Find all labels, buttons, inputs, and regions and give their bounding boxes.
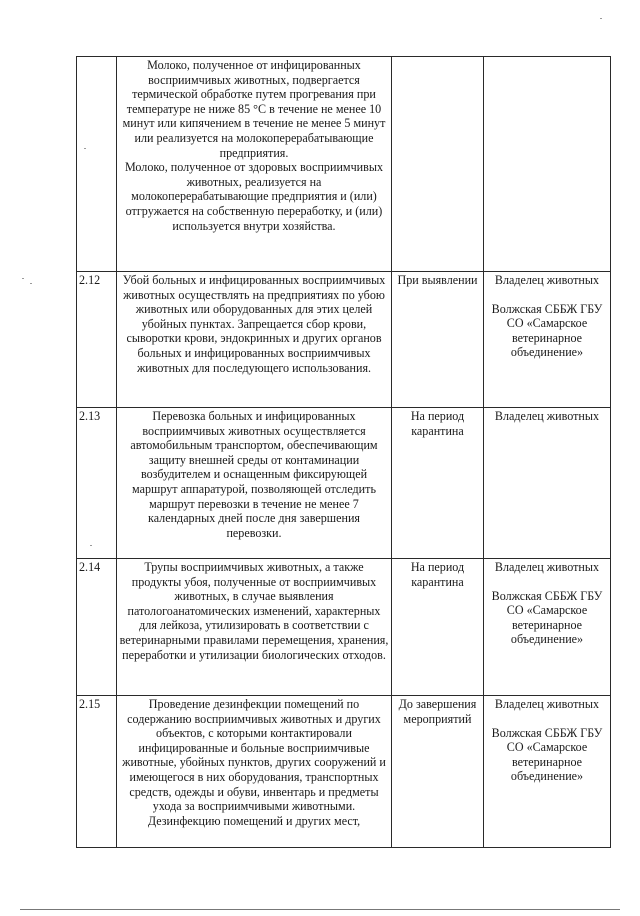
responsible-cell: [484, 696, 611, 848]
responsible-cell: [484, 408, 611, 559]
deadline-cell: [392, 57, 484, 272]
scan-speck: [90, 545, 92, 546]
table-row: [77, 559, 611, 696]
responsible-cell: [484, 272, 611, 408]
responsible-owner: Владелец животных: [494, 273, 600, 287]
description-paragraph: Убой больных и инфицированных восприимчивых животных осуществлять на предприятиях по убою животных или оборудованных для этих целей убойных пунктах. Запрещается сбор крови, сыворотки крови, эндокринных и других органов больных и инфицированных восприимчивых животных для последующего использования.: [122, 273, 386, 375]
scan-speck: [30, 283, 32, 284]
responsible-cell: [484, 559, 611, 696]
scan-speck: [600, 18, 602, 19]
table-row: [77, 408, 611, 559]
scan-speck: [84, 148, 86, 149]
measure-description: [117, 696, 392, 848]
item-number: 2.15: [77, 696, 117, 848]
item-number: 2.13: [77, 408, 117, 559]
deadline-cell: При выявлении: [392, 272, 484, 408]
item-number: [77, 57, 117, 272]
responsible-service: Волжская СББЖ ГБУ СО «Самарское ветеринарное объединение»: [491, 588, 603, 647]
item-number: 2.14: [77, 559, 117, 696]
item-number: 2.12: [77, 272, 117, 408]
responsible-owner: Владелец животных: [494, 560, 600, 574]
deadline-cell: На период карантина: [392, 408, 484, 559]
description-paragraph: Трупы восприимчивых животных, а также продукты убоя, полученные от восприимчивых животных, в случае выявления патологоанатомических изменений, характерных для лейкоза, утилизировать в соответствии с ветеринарными правилами перемещения, хранения, переработки и утилизации биологических отходов.: [119, 560, 389, 662]
responsible-service: Волжская СББЖ ГБУ СО «Самарское ветеринарное объединение»: [491, 725, 603, 784]
spacer: [486, 575, 608, 589]
scan-speck: [22, 278, 24, 279]
description-paragraph: Молоко, полученное от здоровых восприимчивых животных, реализуется на молокоперерабатывающие предприятия и (или) отгружается на собственную переработку, и (или) используется внутри хозяйства.: [124, 160, 384, 233]
measure-description: [117, 408, 392, 559]
description-paragraph: Перевозка больных и инфицированных восприимчивых животных осуществляется автомобильным транспортом, обеспечивающим защиту внешней среды от контаминации возбудителем и оснащенным фиксирующей маршрут аппаратурой, позволяющей отследить маршрут перевозки в течение не менее 7 календарных дней после дня завершения перевозки.: [130, 409, 378, 540]
spacer: [486, 712, 608, 726]
responsible-service: Волжская СББЖ ГБУ СО «Самарское ветеринарное объединение»: [491, 301, 603, 360]
description-paragraph: Дезинфекцию помещений и других мест,: [147, 813, 361, 828]
deadline-cell: На период карантина: [392, 559, 484, 696]
responsible-owner: Владелец животных: [494, 409, 600, 423]
description-paragraph: Молоко, полученное от инфицированных восприимчивых животных, подвергается термической обработке путем прогревания при температуре не ниже 85 °С в течение не менее 10 минут или кипячением в течение не менее 5 минут или реализуется на молокоперерабатывающие предприятия.: [122, 58, 386, 160]
measure-description: [117, 559, 392, 696]
responsible-cell: [484, 57, 611, 272]
spacer: [486, 288, 608, 302]
deadline-cell: До завершения мероприятий: [392, 696, 484, 848]
measures-table: [76, 56, 611, 848]
responsible-owner: Владелец животных: [494, 697, 600, 711]
scan-edge-line: [20, 909, 620, 910]
measure-description: [117, 57, 392, 272]
table-row: [77, 57, 611, 272]
measure-description: [117, 272, 392, 408]
table-row: [77, 696, 611, 848]
description-paragraph: Проведение дезинфекции помещений по содержанию восприимчивых животных и других объектов, с которыми контактировали инфицированные и больные восприимчивые животные, убойных пунктов, других сооружений и имеющегося в них оборудования, транспортных средств, одежды и обуви, инвентарь и предметы ухода за восприимчивыми животными.: [122, 697, 386, 814]
table-row: [77, 272, 611, 408]
